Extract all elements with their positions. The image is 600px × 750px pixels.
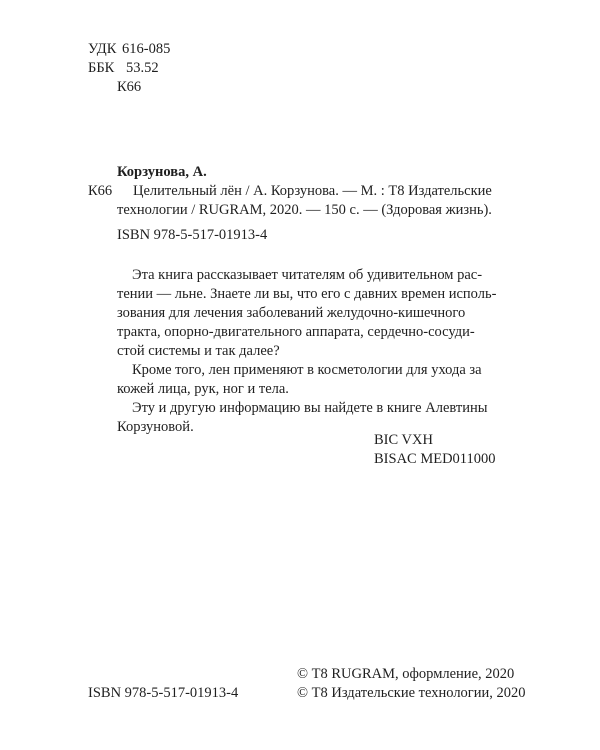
- footer-isbn: ISBN 978-5-517-01913-4: [88, 685, 239, 701]
- isbn-main: ISBN 978-5-517-01913-4: [117, 227, 268, 243]
- annotation-line: тракта, опорно-двигательного аппарата, сердечно-сосуди-: [117, 324, 475, 340]
- bbk-value: 53.52: [125, 60, 159, 76]
- copyright-line-1: © Т8 RUGRAM, оформление, 2020: [297, 666, 515, 682]
- entry-description-line2: технологии / RUGRAM, 2020. — 150 с. — (Здоровая жизнь).: [117, 202, 492, 218]
- bbk-line: [88, 59, 159, 78]
- bic-code: BIC VXH: [374, 432, 433, 448]
- annotation-line: зования для лечения заболеваний желудочно-кишечного: [117, 305, 466, 321]
- author-sign-top: К66: [117, 79, 142, 95]
- annotation: [117, 266, 497, 437]
- bisac-code: BISAC MED011000: [374, 451, 496, 467]
- author-heading: Корзунова, А.: [117, 164, 207, 180]
- bbk-label: ББК: [88, 60, 115, 76]
- udc-label: УДК: [88, 41, 117, 57]
- copyright-line-2: © Т8 Издательские технологии, 2020: [297, 685, 526, 701]
- udc-line: [88, 40, 170, 59]
- entry-description-line1: Целительный лён / А. Корзунова. — М. : Т8 Издательские: [133, 183, 492, 199]
- annotation-line: стой системы и так далее?: [117, 343, 280, 359]
- udc-value: 616-085: [122, 41, 171, 57]
- annotation-line: Эту и другую информацию вы найдете в книге Алевтины: [132, 400, 488, 416]
- entry-sign: К66: [88, 183, 113, 199]
- annotation-line: Эта книга рассказывает читателям об удивительном рас-: [132, 267, 483, 283]
- annotation-line: Кроме того, лен применяют в косметологии для ухода за: [132, 362, 482, 378]
- annotation-line: Корзуновой.: [117, 419, 194, 435]
- annotation-line: тении — льне. Знаете ли вы, что его с давних времен исполь-: [117, 286, 497, 302]
- annotation-line: кожей лица, рук, ног и тела.: [117, 381, 289, 397]
